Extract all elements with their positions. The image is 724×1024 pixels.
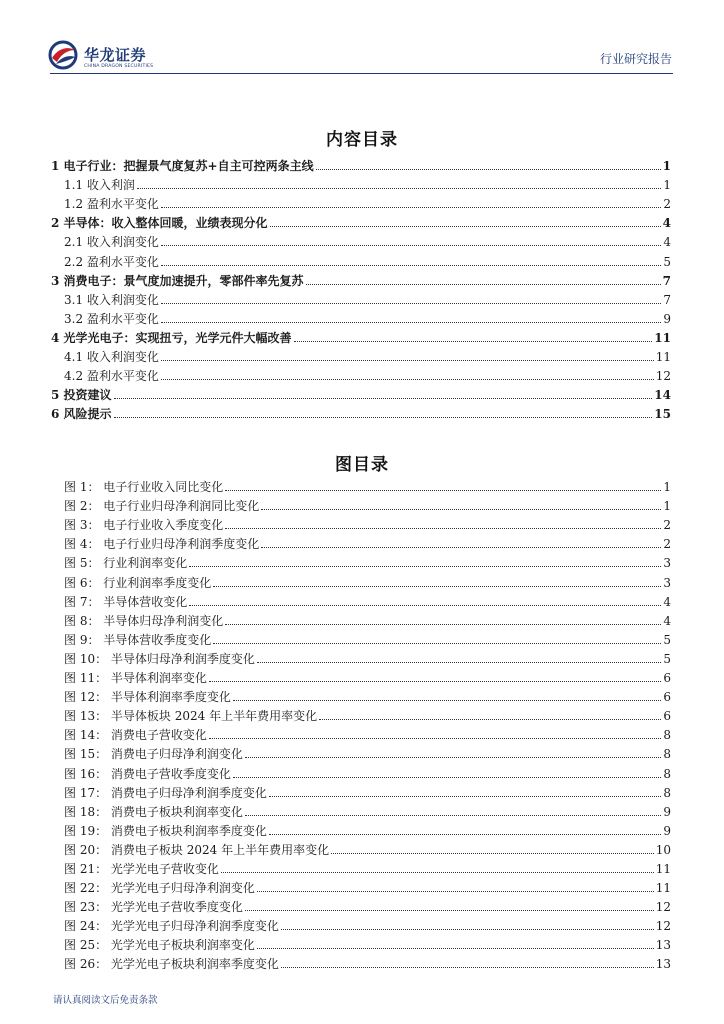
figure-entry-label: 消费电子归母净利润季度变化	[110, 785, 267, 800]
figure-entry-label: 半导体利润率季度变化	[110, 690, 231, 705]
dot-leader	[209, 737, 661, 739]
figure-number: 图 4：	[64, 537, 100, 552]
toc-entry[interactable]	[51, 211, 671, 230]
dot-leader	[161, 244, 661, 246]
figure-entry-title	[64, 919, 279, 933]
dot-leader	[261, 546, 661, 548]
toc-entry-page: 15	[654, 407, 671, 422]
figure-entry[interactable]	[51, 838, 671, 857]
figure-entry-label: 半导体营收变化	[103, 594, 188, 609]
figure-entry-page: 12	[655, 900, 671, 915]
figure-entry[interactable]	[51, 952, 671, 971]
figure-entry-title	[64, 518, 223, 532]
figure-entry[interactable]	[51, 475, 671, 494]
figure-entry-label: 光学光电子营收变化	[110, 861, 219, 876]
dot-leader	[269, 795, 661, 797]
toc-entry-label: 2.1 收入利润变化	[64, 235, 159, 250]
header-divider	[50, 73, 673, 74]
figure-entry-label: 半导体营收季度变化	[103, 632, 212, 647]
dot-leader	[319, 718, 661, 720]
toc-entry[interactable]	[51, 249, 671, 268]
figure-entry-page: 1	[663, 499, 671, 514]
toc-entry-label: 3 消费电子：景气度加速提升，零部件率先复苏	[51, 273, 304, 288]
figure-number: 图 16：	[64, 766, 108, 781]
figure-number: 图 5：	[64, 556, 100, 571]
figure-entry-title	[64, 595, 187, 609]
figure-entry-label: 半导体板块 2024 年上半年费用率变化	[110, 709, 318, 724]
dot-leader	[281, 928, 654, 930]
toc-entry[interactable]	[51, 402, 671, 421]
dot-leader	[225, 489, 661, 491]
dot-leader	[213, 642, 661, 644]
figure-number: 图 18：	[64, 804, 108, 819]
figure-entry-page: 11	[655, 881, 671, 896]
figure-number: 图 9：	[64, 632, 100, 647]
toc-entry-label: 1.2 盈利水平变化	[64, 197, 159, 212]
figure-number: 图 24：	[64, 919, 108, 934]
toc-entry-page: 12	[655, 369, 671, 384]
toc-entry[interactable]	[51, 230, 671, 249]
figure-entry[interactable]	[51, 876, 671, 895]
figure-entry-label: 电子行业归母净利润同比变化	[103, 499, 260, 514]
figure-entry-title	[64, 709, 317, 723]
figure-entry-label: 电子行业归母净利润季度变化	[103, 537, 260, 552]
figure-entry-label: 行业利润率变化	[103, 556, 188, 571]
dot-leader	[245, 909, 654, 911]
figure-entry[interactable]	[51, 704, 671, 723]
dot-leader	[257, 947, 654, 949]
figure-entry-label: 光学光电子板块利润率季度变化	[110, 957, 279, 972]
dot-leader	[189, 604, 661, 606]
figure-entry-label: 光学光电子归母净利润季度变化	[110, 919, 279, 934]
figure-entry[interactable]	[51, 685, 671, 704]
dot-leader	[270, 225, 661, 227]
figure-entry-title	[64, 576, 211, 590]
toc-entry[interactable]	[51, 326, 671, 345]
dot-leader	[161, 321, 661, 323]
dot-leader	[233, 699, 661, 701]
figure-entry-page: 8	[663, 766, 671, 781]
figure-entry-page: 4	[663, 594, 671, 609]
figure-number: 图 25：	[64, 938, 108, 953]
figure-entry-title	[64, 556, 187, 570]
figure-entry-page: 6	[663, 671, 671, 686]
figure-number: 图 15：	[64, 747, 108, 762]
toc-entry-label: 4.1 收入利润变化	[64, 350, 159, 365]
toc-entry-label: 3.2 盈利水平变化	[64, 311, 159, 326]
toc-entry-page: 4	[663, 235, 671, 250]
figure-entry-title	[64, 728, 207, 742]
figure-entry-label: 光学光电子营收季度变化	[110, 900, 243, 915]
dot-leader	[161, 264, 661, 266]
figure-number: 图 7：	[64, 594, 100, 609]
figure-entry[interactable]	[51, 819, 671, 838]
toc-entry-page: 9	[663, 311, 671, 326]
dot-leader	[161, 359, 654, 361]
figure-entry-label: 消费电子营收变化	[110, 728, 207, 743]
figure-number: 图 11：	[64, 671, 108, 686]
toc-entry[interactable]	[51, 307, 671, 326]
figure-entry-title	[64, 862, 219, 876]
figure-entry-title	[64, 480, 223, 494]
figure-number: 图 23：	[64, 900, 108, 915]
figure-number: 图 14：	[64, 728, 108, 743]
table-of-contents	[51, 154, 671, 421]
toc-entry-page: 1	[663, 178, 671, 193]
figure-entry[interactable]	[51, 857, 671, 876]
figure-entry-label: 电子行业收入季度变化	[103, 518, 224, 533]
toc-title: 内容目录	[326, 130, 398, 150]
dot-leader	[114, 416, 653, 418]
toc-entry-page: 4	[662, 216, 671, 231]
figure-entry-page: 1	[663, 480, 671, 495]
dot-leader	[114, 397, 653, 399]
figure-number: 图 20：	[64, 842, 108, 857]
figure-entry-title	[64, 843, 329, 857]
figure-entry[interactable]	[51, 647, 671, 666]
figure-entry-page: 9	[663, 823, 671, 838]
toc-entry[interactable]	[51, 173, 671, 192]
figure-entry-title	[64, 957, 279, 971]
figure-entry[interactable]	[51, 513, 671, 532]
figure-entry-title	[64, 881, 255, 895]
dot-leader	[221, 871, 654, 873]
figure-number: 图 8：	[64, 613, 100, 628]
figure-entry-title	[64, 938, 255, 952]
toc-entry-label: 5 投资建议	[51, 388, 112, 403]
figure-number: 图 10：	[64, 651, 108, 666]
figure-entry-page: 2	[663, 537, 671, 552]
figure-entry[interactable]	[51, 590, 671, 609]
dot-leader	[161, 206, 661, 208]
figure-number: 图 6：	[64, 575, 100, 590]
figure-entry-title	[64, 805, 243, 819]
figure-entry-title	[64, 614, 223, 628]
figure-entry-label: 消费电子板块利润率季度变化	[110, 823, 267, 838]
dot-leader	[331, 852, 654, 854]
figure-number: 图 2：	[64, 499, 100, 514]
figure-entry[interactable]	[51, 781, 671, 800]
figure-number: 图 12：	[64, 690, 108, 705]
figure-number: 图 21：	[64, 861, 108, 876]
figure-entry-label: 电子行业收入同比变化	[103, 480, 224, 495]
figure-entry[interactable]	[51, 609, 671, 628]
figure-entry-page: 9	[663, 804, 671, 819]
dot-leader	[161, 302, 661, 304]
figure-entry-title	[64, 824, 267, 838]
footer-disclaimer: 请认真阅读文后免责条款	[53, 995, 158, 1006]
figure-number: 图 26：	[64, 957, 108, 972]
figure-entry-page: 8	[663, 728, 671, 743]
dot-leader	[137, 187, 661, 189]
toc-entry[interactable]	[51, 364, 671, 383]
toc-entry-page: 1	[662, 159, 671, 174]
figure-entry-label: 光学光电子板块利润率变化	[110, 938, 255, 953]
figure-entry-page: 12	[655, 919, 671, 934]
company-name: 华龙证券	[84, 46, 147, 64]
figure-entry-page: 5	[663, 632, 671, 647]
figure-entry-title	[64, 671, 207, 685]
dot-leader	[269, 833, 661, 835]
toc-entry[interactable]	[51, 345, 671, 364]
figure-entry-label: 半导体利润率变化	[110, 671, 207, 686]
figure-entry-page: 2	[663, 518, 671, 533]
figure-entry-title	[64, 767, 231, 781]
figure-entry-page: 8	[663, 785, 671, 800]
figure-list-title: 图目录	[335, 455, 389, 475]
figure-entry-page: 8	[663, 747, 671, 762]
figure-list	[51, 475, 671, 971]
figure-entry[interactable]	[51, 895, 671, 914]
toc-entry-label: 4.2 盈利水平变化	[64, 369, 159, 384]
toc-entry-page: 2	[663, 197, 671, 212]
toc-entry-label: 3.1 收入利润变化	[64, 292, 159, 307]
toc-entry[interactable]	[51, 383, 671, 402]
figure-entry[interactable]	[51, 494, 671, 513]
figure-entry[interactable]	[51, 628, 671, 647]
toc-entry-page: 7	[663, 292, 671, 307]
figure-number: 图 13：	[64, 709, 108, 724]
figure-entry-label: 半导体归母净利润季度变化	[110, 651, 255, 666]
dot-leader	[245, 814, 661, 816]
toc-entry-label: 1 电子行业：把握景气度复苏+自主可控两条主线	[51, 159, 314, 174]
figure-entry-label: 消费电子板块利润率变化	[110, 804, 243, 819]
figure-entry-label: 消费电子板块 2024 年上半年费用率变化	[110, 842, 330, 857]
figure-entry-page: 10	[655, 842, 671, 857]
figure-entry[interactable]	[51, 914, 671, 933]
toc-entry-page: 11	[655, 350, 671, 365]
toc-entry-page: 7	[662, 273, 671, 288]
dot-leader	[245, 756, 661, 758]
figure-number: 图 3：	[64, 518, 100, 533]
figure-entry-title	[64, 652, 255, 666]
figure-entry[interactable]	[51, 570, 671, 589]
dot-leader	[209, 680, 661, 682]
page-header	[0, 0, 724, 80]
figure-entry-page: 13	[655, 957, 671, 972]
figure-entry-page: 11	[655, 861, 671, 876]
toc-entry[interactable]	[51, 288, 671, 307]
figure-number: 图 22：	[64, 881, 108, 896]
figure-entry-title	[64, 747, 243, 761]
dot-leader	[257, 661, 661, 663]
toc-entry-page: 5	[663, 254, 671, 269]
figure-number: 图 17：	[64, 785, 108, 800]
toc-entry-label: 1.1 收入利润	[64, 178, 135, 193]
figure-entry-title	[64, 900, 243, 914]
figure-entry-label: 光学光电子归母净利润变化	[110, 881, 255, 896]
dot-leader	[213, 585, 661, 587]
figure-entry[interactable]	[51, 761, 671, 780]
toc-entry[interactable]	[51, 269, 671, 288]
figure-entry[interactable]	[51, 933, 671, 952]
dot-leader	[294, 340, 653, 342]
figure-entry-title	[64, 499, 259, 513]
dot-leader	[225, 527, 661, 529]
dot-leader	[257, 890, 654, 892]
toc-entry-label: 4 光学光电子：实现扭亏，光学元件大幅改善	[51, 330, 292, 345]
company-english-name: CHINA DRAGON SECURITIES	[84, 64, 154, 69]
figure-entry-label: 消费电子营收季度变化	[110, 766, 231, 781]
figure-entry-label: 半导体归母净利润变化	[103, 613, 224, 628]
figure-entry[interactable]	[51, 551, 671, 570]
figure-entry-title	[64, 786, 267, 800]
figure-entry[interactable]	[51, 723, 671, 742]
company-logo-icon	[48, 40, 78, 70]
figure-entry-page: 3	[663, 575, 671, 590]
toc-entry-label: 2 半导体：收入整体回暖，业绩表现分化	[51, 216, 268, 231]
figure-number: 图 19：	[64, 823, 108, 838]
dot-leader	[306, 283, 661, 285]
figure-entry-page: 5	[663, 651, 671, 666]
figure-entry-page: 4	[663, 613, 671, 628]
figure-entry-page: 3	[663, 556, 671, 571]
toc-entry[interactable]	[51, 192, 671, 211]
figure-entry[interactable]	[51, 532, 671, 551]
figure-entry-title	[64, 690, 231, 704]
figure-entry[interactable]	[51, 666, 671, 685]
toc-entry-page: 11	[654, 330, 671, 345]
toc-entry[interactable]	[51, 154, 671, 173]
toc-entry-label: 6 风险提示	[51, 407, 112, 422]
dot-leader	[261, 508, 661, 510]
dot-leader	[225, 623, 661, 625]
figure-entry-page: 13	[655, 938, 671, 953]
dot-leader	[316, 168, 661, 170]
toc-entry-label: 2.2 盈利水平变化	[64, 254, 159, 269]
toc-entry-page: 14	[654, 388, 671, 403]
report-type: 行业研究报告	[599, 52, 672, 66]
figure-entry-page: 6	[663, 709, 671, 724]
dot-leader	[189, 565, 661, 567]
dot-leader	[281, 966, 654, 968]
dot-leader	[233, 776, 661, 778]
figure-number: 图 1：	[64, 480, 100, 495]
figure-entry-title	[64, 633, 211, 647]
dot-leader	[161, 378, 654, 380]
figure-entry-label: 行业利润率季度变化	[103, 575, 212, 590]
figure-entry[interactable]	[51, 742, 671, 761]
figure-entry-title	[64, 537, 259, 551]
figure-entry-page: 6	[663, 690, 671, 705]
figure-entry-label: 消费电子归母净利润变化	[110, 747, 243, 762]
figure-entry[interactable]	[51, 800, 671, 819]
